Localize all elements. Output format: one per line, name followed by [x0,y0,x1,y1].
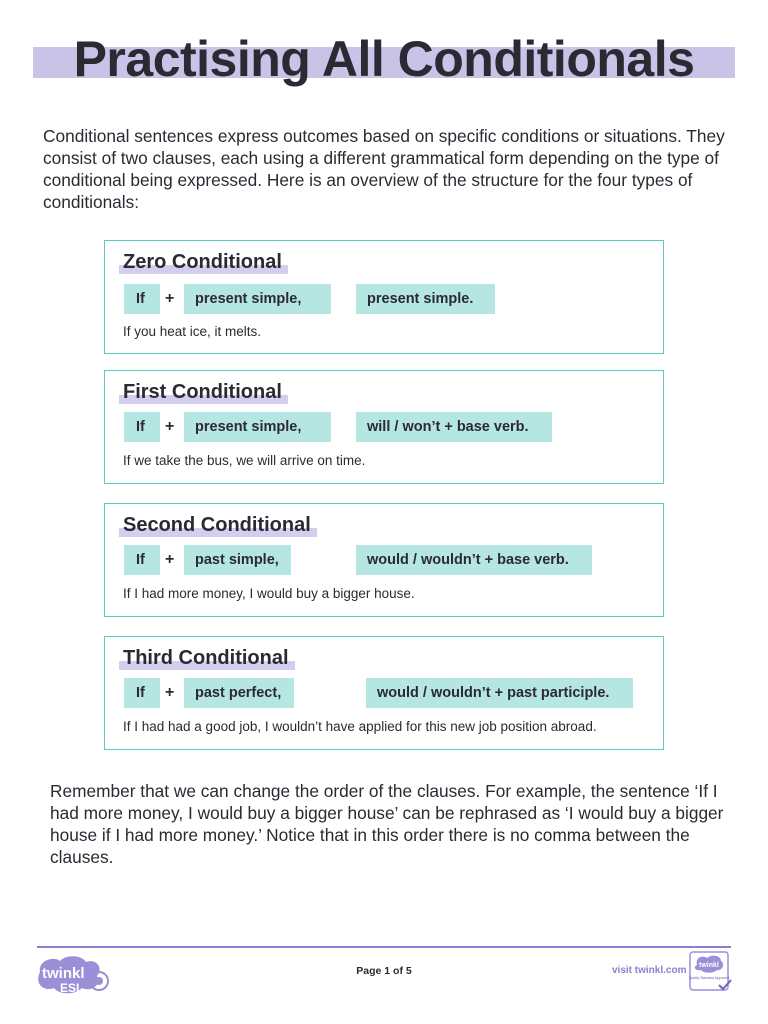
conditional-card-third [104,636,664,750]
plus-sign: + [165,551,175,568]
card-title: Second Conditional [123,514,311,536]
plus-sign: + [165,290,175,307]
card-title: Zero Conditional [123,251,282,273]
quality-badge [689,951,733,998]
clause2-chip: will / won’t + base verb. [356,412,552,442]
clause1-chip: past simple, [184,545,291,575]
example-sentence: If I had had a good job, I wouldn’t have applied for this new job position abroad. [123,719,597,734]
conditional-card-zero [104,240,664,354]
if-chip: If [124,678,160,708]
card-title: Third Conditional [123,647,289,669]
twinkl-esl-logo[interactable] [34,952,114,1003]
svg-text:twinkl: twinkl [42,965,85,982]
example-sentence: If I had more money, I would buy a bigger house. [123,586,415,601]
card-title-wrap [123,647,289,670]
plus-sign: + [165,684,175,701]
clause1-chip: present simple, [184,412,331,442]
visit-link[interactable]: visit twinkl.com [612,965,687,976]
svg-text:ESL: ESL [60,981,84,995]
footer-divider [37,946,731,948]
page-title: Practising All Conditionals [73,31,695,87]
page-number: Page 1 of 5 [356,965,412,977]
card-title-wrap [123,381,282,404]
card-title: First Conditional [123,381,282,403]
svg-text:twinkl: twinkl [699,962,719,969]
clause2-chip: present simple. [356,284,495,314]
plus-sign: + [165,418,175,435]
example-sentence: If we take the bus, we will arrive on time. [123,453,366,468]
if-chip: If [124,545,160,575]
if-chip: If [124,412,160,442]
quality-badge-icon [689,951,733,993]
conditional-card-first [104,370,664,484]
svg-text:Quality Standard Approved: Quality Standard Approved [689,976,730,980]
clause1-chip: past perfect, [184,678,294,708]
card-title-wrap [123,514,311,537]
clause2-chip: would / wouldn’t + past participle. [366,678,633,708]
conditional-card-second [104,503,664,617]
clause2-chip: would / wouldn’t + base verb. [356,545,592,575]
closing-paragraph: Remember that we can change the order of the clauses. For example, the sentence ‘If I had more money, I would buy a bigger house’ can be rephrased as ‘I would buy a bigger house if I had more money.’ Notice that in this order there is no comma between the clauses. [50,781,724,867]
example-sentence: If you heat ice, it melts. [123,324,262,339]
intro-paragraph: Conditional sentences express outcomes based on specific conditions or situations. They consist of two clauses, each using a different grammatical form depending on the type of conditional being expressed. Here is an overview of the structure for the four types of conditionals: [43,126,725,212]
clause1-chip: present simple, [184,284,331,314]
if-chip: If [124,284,160,314]
card-title-wrap [123,251,282,274]
